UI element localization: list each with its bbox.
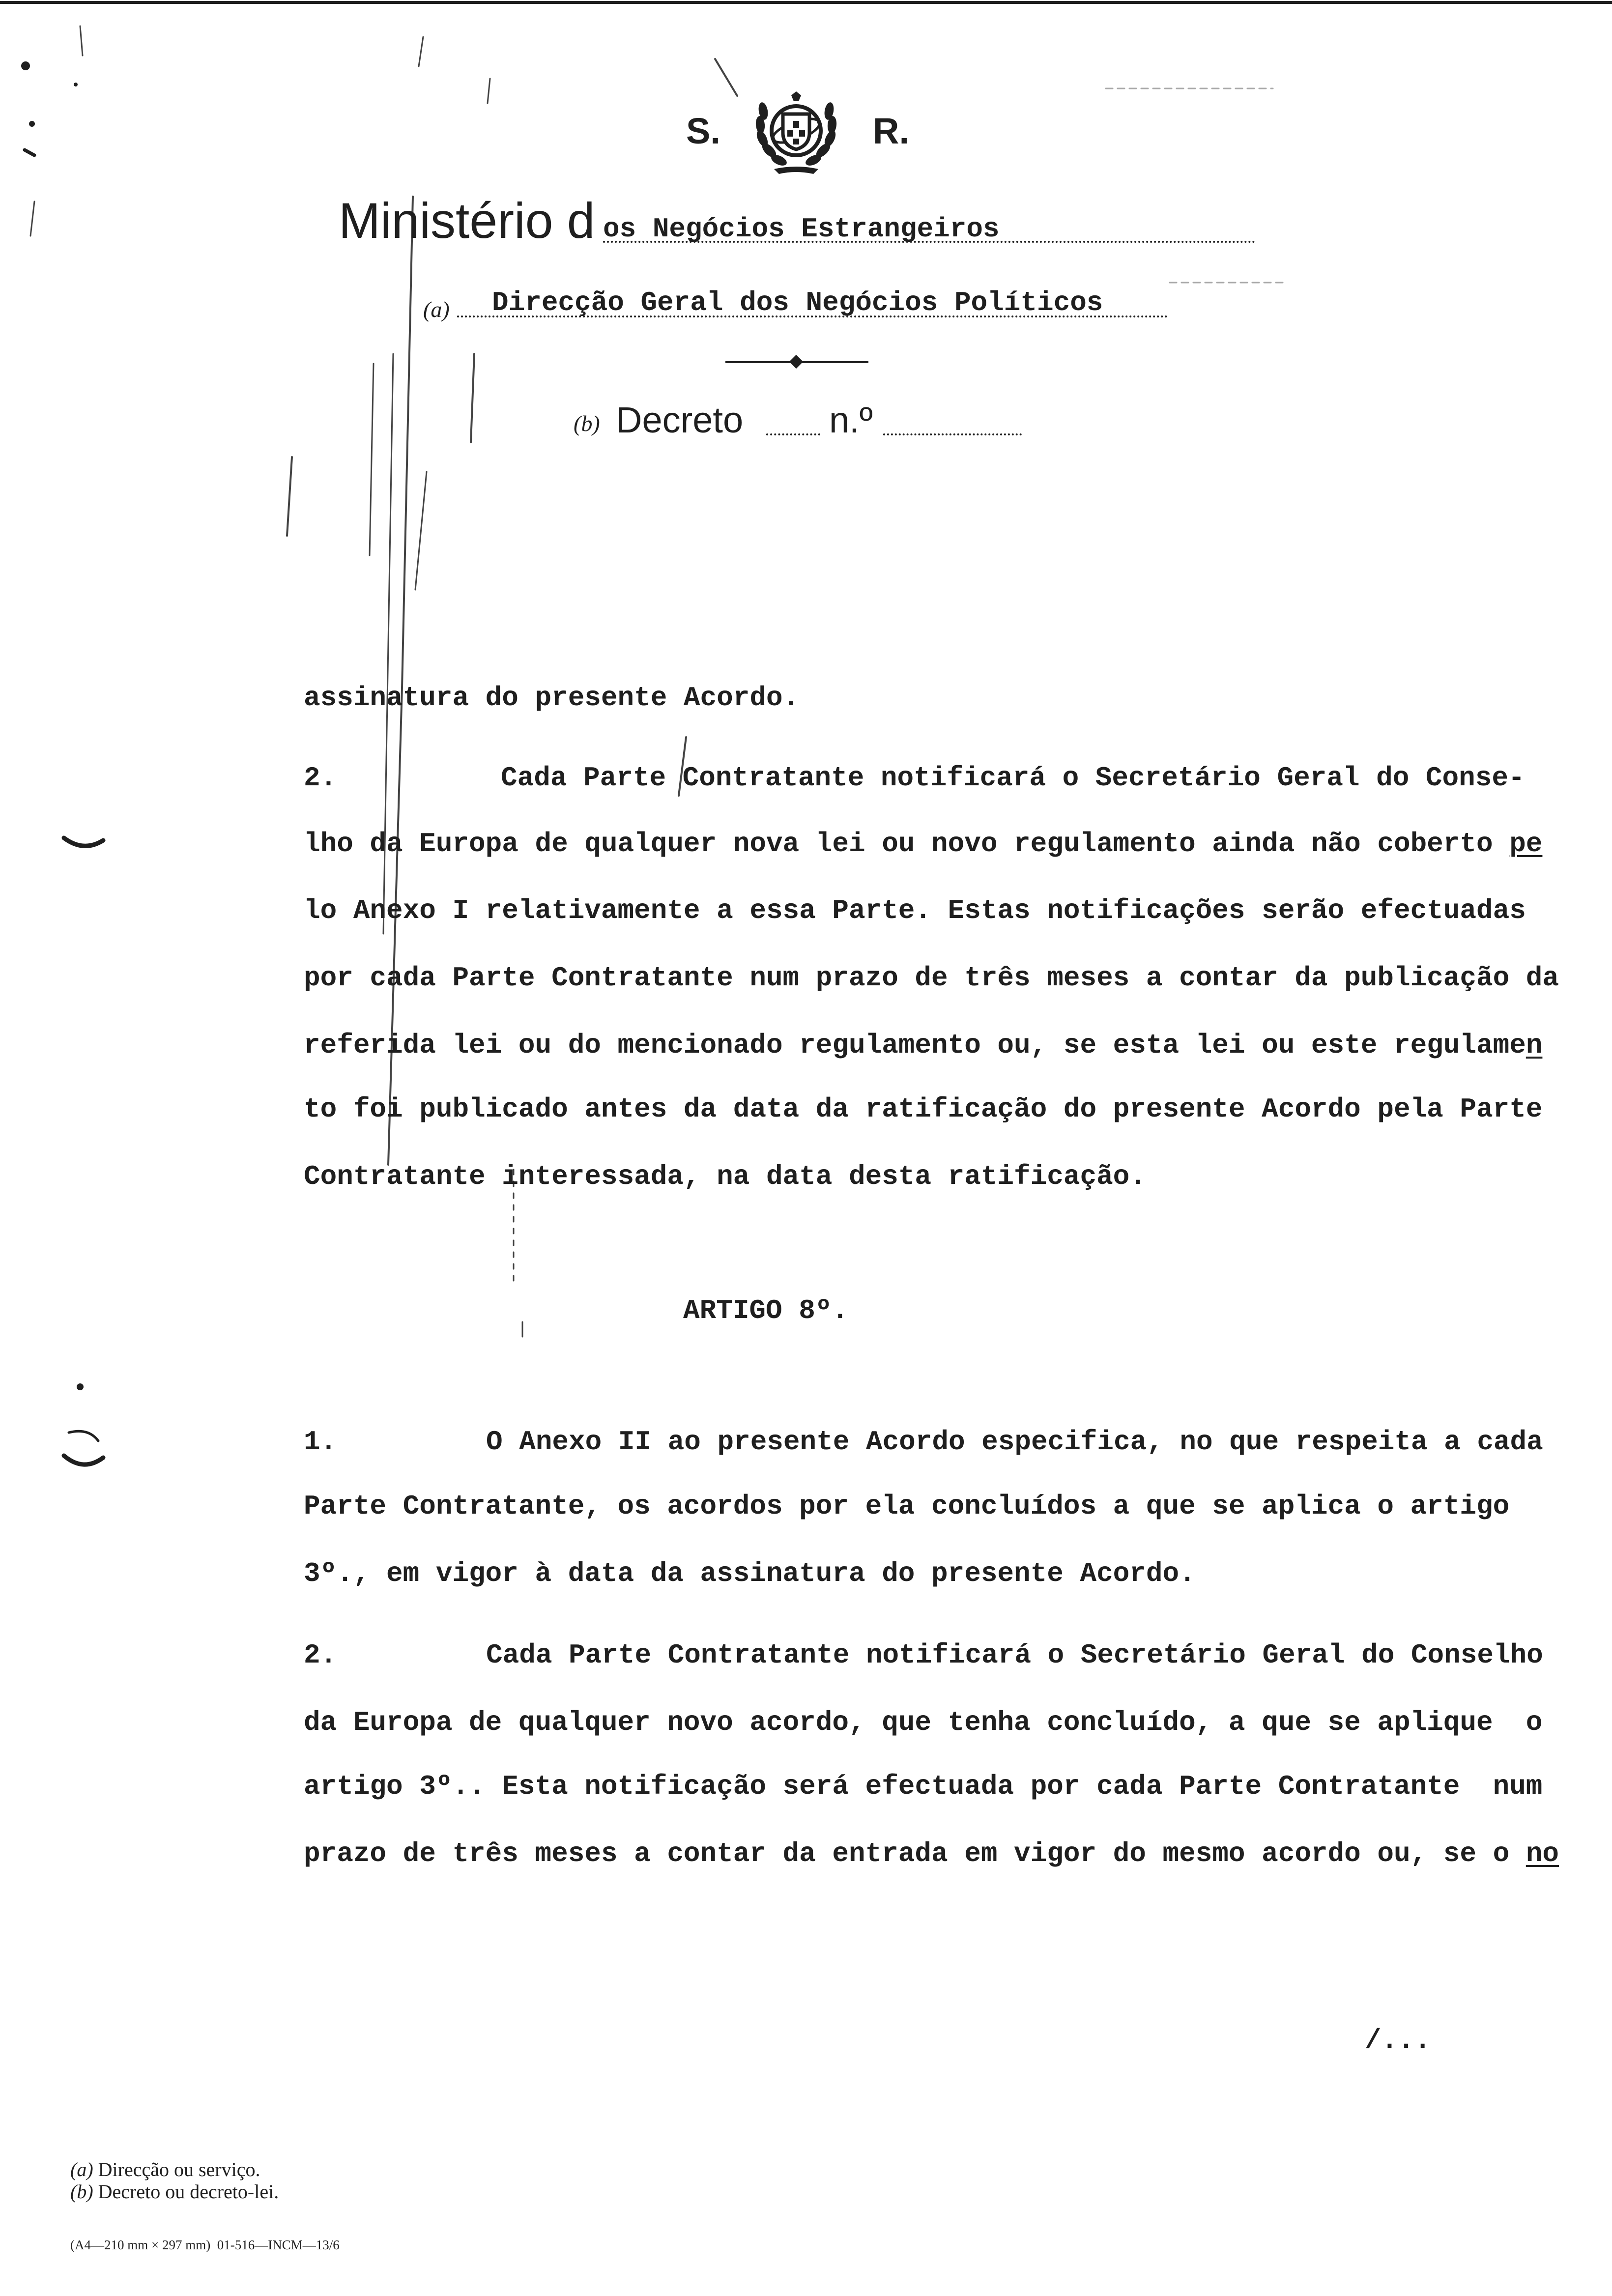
footnote-b-marker: (b) [70,2181,93,2203]
body-line [304,1029,1542,1062]
underlined-hyphenation: pe [1509,828,1543,860]
body-line: artigo 3º.. Esta notificação será efectuada por cada Parte Contratante num [304,1771,1543,1802]
underlined-hyphenation: no [1526,1838,1559,1869]
body-line: 3º., em vigor à data da assinatura do presente Acordo. [304,1558,1196,1589]
line-text: prazo de três meses a contar da entrada em vigor do mesmo acordo ou, se o [304,1838,1526,1869]
scratch-line [488,79,490,103]
underlined-hyphenation: n [1526,1030,1543,1061]
scratch-line [415,472,427,590]
body-line: Parte Contratante, os acordos por ela concluídos a que se aplica o artigo [304,1491,1510,1522]
scratch-line [287,457,292,536]
coat-of-arms-emblem [745,90,848,176]
directorate-dotted-line [457,316,1168,317]
number-dotted-line [883,433,1022,435]
scratch-line [80,26,83,56]
footnote-b [70,2181,279,2203]
article-heading: ARTIGO 8º. [683,1295,849,1326]
scratch-line [388,197,413,1165]
decree-label: Decreto [616,400,744,440]
punch-hole-arc [64,838,103,846]
body-line [304,827,1542,861]
body-line: O Anexo II ao presente Acordo especifica, no que respeita a cada [486,1426,1543,1458]
scan-dot [74,83,78,86]
scan-dot [77,1383,84,1390]
number-label: n.º [829,400,873,440]
footnote-a-text: Direcção ou serviço. [98,2158,260,2181]
top-edge-line [0,1,1612,4]
footnote-b-text: Decreto ou decreto-lei. [98,2181,279,2203]
scan-dot [21,61,30,70]
punch-hole-arc [64,1456,103,1464]
scan-dot [29,121,35,127]
scratch-line [370,364,374,555]
directorate-typed: Direcção Geral dos Negócios Políticos [492,287,1103,318]
footnote-a-marker: (a) [70,2158,93,2181]
body-line [304,1837,1559,1870]
letterhead-s: S. [686,111,720,151]
body-line: lo Anexo I relativamente a essa Parte. Estas notificações serão efectuadas [304,895,1526,926]
body-line: Cada Parte Contratante notificará o Secretário Geral do Conse- [501,762,1525,794]
scan-mark [25,150,34,155]
scratch-line [471,354,474,442]
footnote-marker-a: (a) [423,297,450,322]
scratch-line [715,59,737,96]
punch-hole-arc [69,1431,98,1441]
paragraph-number: 1. [304,1426,337,1458]
footnote-a [70,2158,260,2181]
line-text: lho da Europa de qualquer nova lei ou novo regulamento ainda não coberto [304,828,1510,860]
closing-line: assinatura do presente Acordo. [304,682,800,714]
body-line: Contratante interessada, na data desta ratificação. [304,1161,1146,1192]
ministry-dotted-line [603,241,1255,243]
ministry-heading: Ministério d [339,193,595,249]
body-line: Cada Parte Contratante notificará o Secretário Geral do Conselho [486,1639,1543,1671]
paragraph-number: 2. [304,762,337,794]
scratch-line [419,37,423,66]
body-line: por cada Parte Contratante num prazo de três meses a contar da publicação da [304,962,1559,994]
paragraph-number: 2. [304,1639,337,1671]
letterhead-r: R. [873,111,909,151]
decree-dotted-line [766,433,820,435]
scratch-line [30,201,34,236]
continuation-mark: /... [1365,2025,1431,2056]
line-text: referida lei ou do mencionado regulamento ou, se esta lei ou este regulame [304,1030,1526,1061]
body-line: da Europa de qualquer novo acordo, que tenha concluído, a que se aplique o [304,1707,1543,1738]
ministry-name-typed: os Negócios Estrangeiros [603,213,1000,245]
body-line: to foi publicado antes da data da ratificação do presente Acordo pela Parte [304,1093,1543,1125]
footnote-marker-b: (b) [574,411,600,436]
print-info: (A4—210 mm × 297 mm) 01-516—INCM—13/6 [70,2238,340,2252]
